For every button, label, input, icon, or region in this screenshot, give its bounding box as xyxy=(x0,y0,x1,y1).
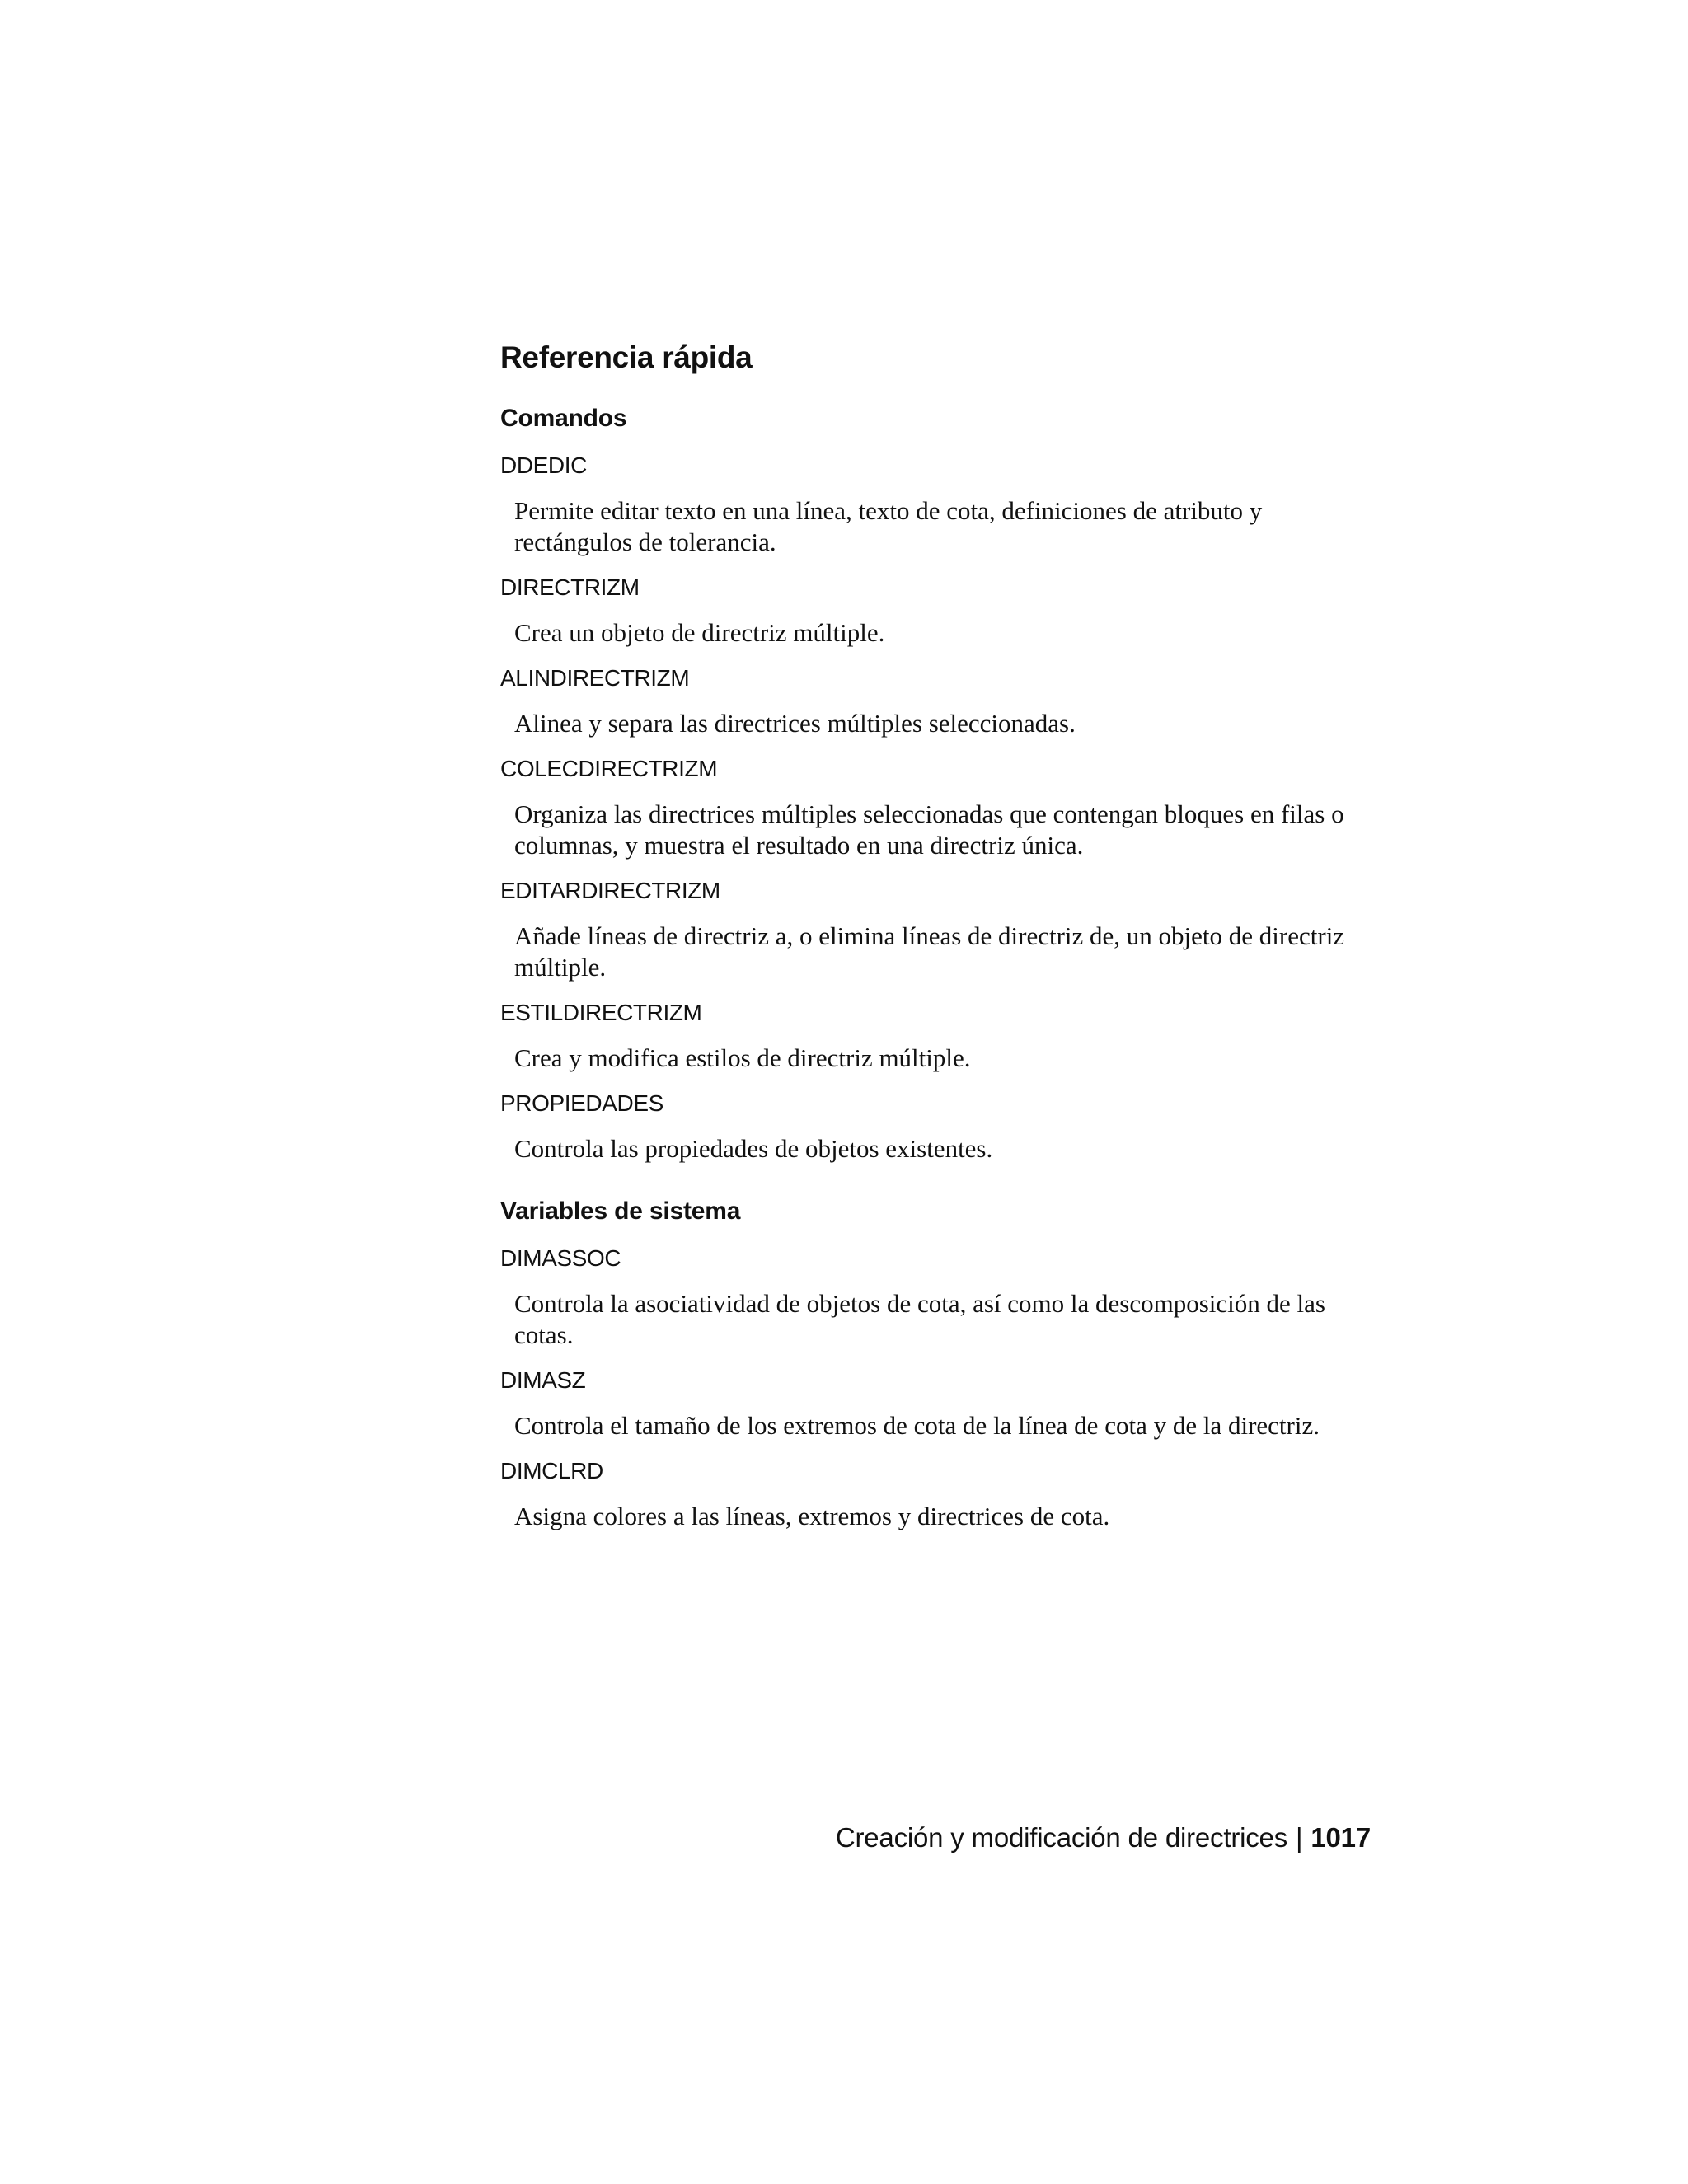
variable-description: Controla la asociatividad de objetos de cota, así como la descomposición de las cotas. xyxy=(514,1289,1325,1349)
quick-reference xyxy=(500,338,1374,1545)
section-heading-commands: Comandos xyxy=(500,405,627,432)
command-description: Organiza las directrices múltiples seleccionadas que contengan bloques en filas o columnas, y muestra el resultado en una directriz única. xyxy=(514,799,1344,860)
command-term: DIRECTRIZM xyxy=(500,574,640,600)
page-title: Referencia rápida xyxy=(500,340,753,374)
command-term: ESTILDIRECTRIZM xyxy=(500,1000,702,1025)
command-description: Permite editar texto en una línea, texto de cota, definiciones de atributo y rectángulos de tolerancia. xyxy=(514,496,1263,556)
command-description: Crea y modifica estilos de directriz múltiple. xyxy=(514,1043,971,1072)
variable-description: Asigna colores a las líneas, extremos y directrices de cota. xyxy=(514,1502,1110,1530)
commands-section xyxy=(500,402,1374,1165)
system-variables-section xyxy=(500,1195,1374,1532)
page-number: 1017 xyxy=(1311,1822,1371,1853)
footer-chapter-title: Creación y modificación de directrices xyxy=(835,1822,1287,1853)
section-heading-system-variables: Variables de sistema xyxy=(500,1197,741,1225)
variable-description: Controla el tamaño de los extremos de cota de la línea de cota y de la directriz. xyxy=(514,1411,1320,1440)
command-term: ALINDIRECTRIZM xyxy=(500,665,690,691)
command-description: Añade líneas de directriz a, o elimina líneas de directriz de, un objeto de directriz múltiple. xyxy=(514,921,1345,982)
variable-term: DIMASZ xyxy=(500,1367,586,1393)
command-term: PROPIEDADES xyxy=(500,1090,663,1116)
page-footer xyxy=(836,1820,1371,1856)
variable-term: DIMCLRD xyxy=(500,1458,603,1483)
command-description: Crea un objeto de directriz múltiple. xyxy=(514,618,885,647)
command-term: COLECDIRECTRIZM xyxy=(500,756,718,781)
footer-separator: | xyxy=(1296,1822,1303,1853)
command-description: Alinea y separa las directrices múltiples seleccionadas. xyxy=(514,709,1076,738)
variable-term: DIMASSOC xyxy=(500,1245,621,1271)
command-term: EDITARDIRECTRIZM xyxy=(500,878,720,903)
command-description: Controla las propiedades de objetos existentes. xyxy=(514,1134,993,1163)
command-term: DDEDIC xyxy=(500,452,587,478)
